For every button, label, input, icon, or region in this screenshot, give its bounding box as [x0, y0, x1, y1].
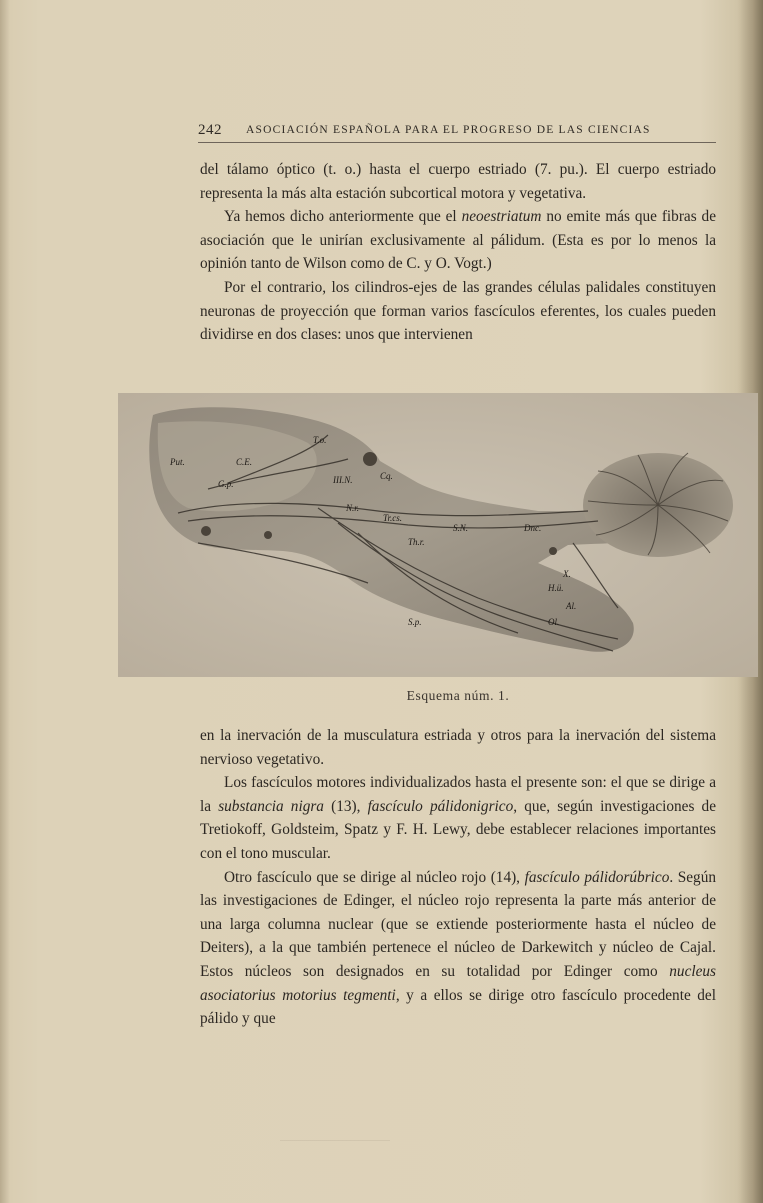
figure-label: Dnc. [524, 523, 542, 533]
figure-label: Th.r. [408, 537, 425, 547]
anatomical-figure [118, 393, 758, 677]
faint-stamp-mark [280, 1140, 390, 1171]
figure-caption: Esquema núm. 1. [406, 688, 510, 703]
figure-label: H.ü. [548, 583, 564, 593]
page-number: 242 [198, 122, 222, 138]
paragraph: Otro fascículo que se dirige al núcleo rojo (14), fascículo pálidorúbrico. Según las investigaciones de Edinger, el núcleo rojo representa la parte más anterior de una larga columna nuclear (que se extiende posteriormente hasta el núcleo de Deiters), a la que también pertenece el núcleo de Darkewitch y núcleo de Cajal. Estos núcleos son designados en su totalidad por Edinger como nucleus asociatorius motorius tegmenti, y a ellos se dirige otro fascículo procedente del pálido y que [200, 868, 716, 1028]
figure-label: Cq. [380, 471, 393, 481]
figure-label: G.p. [218, 479, 234, 489]
figure-label: Tr.cs. [383, 513, 403, 523]
running-title: ASOCIACIÓN ESPAÑOLA PARA EL PROGRESO DE LAS CIENCIAS [246, 124, 651, 136]
nucleus-dot [264, 531, 272, 539]
figure-label: S.N. [453, 523, 469, 533]
paragraph: Los fascículos motores individualizados hasta el presente son: el que se dirige a la substancia nigra (13), fascículo pálidonigrico, que, según investigaciones de Tretiokoff, Goldsteim, Spatz y F. H. Lewy, debe establecer relaciones importantes con el tono muscular. [200, 774, 716, 862]
italic-term: substancia nigra [218, 797, 324, 815]
page-header [198, 120, 716, 143]
italic-term: neoestriatum [461, 208, 542, 226]
figure-label: C.E. [236, 457, 253, 467]
paragraph: del tálamo óptico (t. o.) hasta el cuerpo estriado (7. pu.). El cuerpo estriado representa la más alta estación subcortical motora y vegetativa. [200, 161, 716, 202]
figure-label: S.p. [408, 617, 422, 627]
figure-label: III.N. [333, 475, 353, 485]
italic-term: fascículo pálidorúbrico [524, 868, 670, 886]
brain-schema-drawing [118, 393, 758, 677]
figure-label: T.o. [313, 435, 327, 445]
body-text-top [200, 158, 716, 347]
paragraph: Por el contrario, los cilindros-ejes de las grandes células palidales constituyen neuronas de proyección que forman varios fascículos eferentes, los cuales pueden dividirse en dos clases: unos que intervienen [200, 278, 716, 344]
nucleus-dot [549, 547, 557, 555]
body-text-bottom [200, 724, 716, 1031]
paragraph: Ya hemos dicho anteriormente que el neoestriatum no emite más que fibras de asociación que le unirían exclusivamente al pálidum. (Esta es por lo menos la opinión tanto de Wilson como de C. y O. Vogt.) [200, 208, 716, 273]
italic-term: nucleus asociatorius motorius tegmenti [200, 962, 716, 1004]
figure-label: Ol. [548, 617, 560, 627]
figure-label: Al. [566, 601, 577, 611]
nucleus-dot [201, 526, 211, 536]
figure-label: Put. [170, 457, 185, 467]
nucleus-dot [363, 452, 377, 466]
italic-term: fascículo pálidonigrico [367, 797, 514, 815]
figure-label: X. [563, 569, 571, 579]
paragraph: en la inervación de la musculatura estriada y otros para la inervación del sistema nervioso vegetativo. [200, 727, 716, 768]
figure-label: N.r. [346, 503, 360, 513]
